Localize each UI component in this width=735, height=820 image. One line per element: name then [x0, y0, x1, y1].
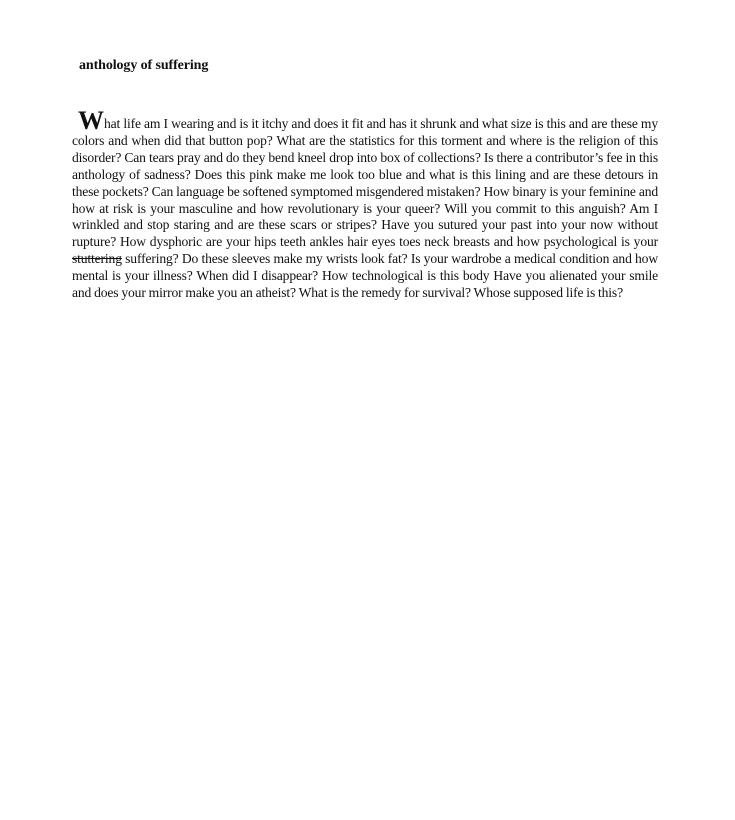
poem-body: [72, 106, 658, 302]
drop-cap: W: [78, 106, 104, 135]
poem-title: anthology of suffering: [79, 58, 209, 73]
struck-word: stuttering: [72, 251, 122, 267]
poem-text-part-1: hat life am I wearing and is it itchy and does it fit and has it shrunk and what size is this and are these my colors and when did that button pop? What are the statistics for this torment and where is the religion of this disorder? Can tears pray and do they bend kneel drop into box of collections? Is there a contributor’s fee in this anthology of sadness? Does this pink make me look too blue and what is this lining and are these detours in these pockets? Can language be softened symptomed misgendered mistaken? How binary is your feminine and how at risk is your masculine and how revolutionary is your queer? Will you commit to this anguish? Am I wrinkled and stop staring and are these scars or stripes? Have you sutured your past into your now without rupture? How dysphoric are your hips teeth ankles hair eyes toes neck breasts and how psychological is your: [72, 116, 658, 250]
poem-text-part-2: suffering? Do these sleeves make my wrists look fat? Is your wardrobe a medical condition and how mental is your illness? When did I disappear? How technological is this body Have you alienated your smile and does your mirror make you an atheist? What is the remedy for survival? Whose supposed life is this?: [72, 251, 658, 301]
